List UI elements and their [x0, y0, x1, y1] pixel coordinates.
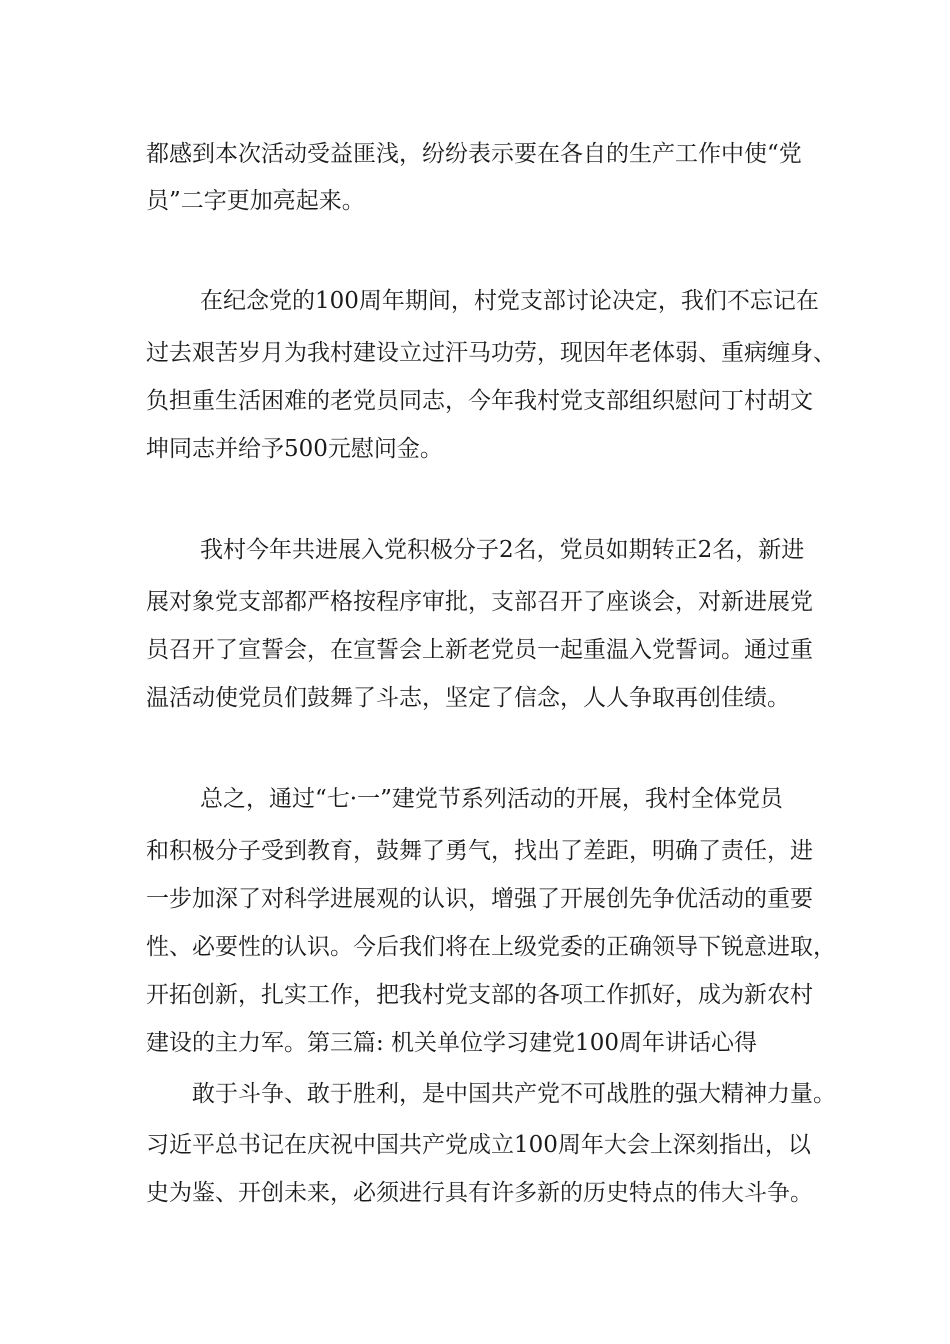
paragraph-5-line-3: 史为鉴、开创未来，必须进行具有许多新的历史特点的伟大斗争。	[146, 1180, 813, 1206]
paragraph-4-line-1: 总之，通过“七·一”建党节系列活动的开展，我村全体党员	[200, 786, 783, 812]
paragraph-2-line-3: 负担重生活困难的老党员同志，今年我村党支部组织慰问丁村胡文	[146, 388, 813, 414]
paragraph-4-line-2: 和积极分子受到教育，鼓舞了勇气，找出了差距，明确了责任，进	[146, 838, 813, 864]
paragraph-2-line-2: 过去艰苦岁月为我村建设立过汗马功劳，现因年老体弱、重病缠身、	[146, 340, 836, 366]
paragraph-4-line-4: 性、必要性的认识。今后我们将在上级党委的正确领导下锐意进取，	[146, 934, 836, 960]
paragraph-3-line-4: 温活动使党员们鼓舞了斗志，坚定了信念，人人争取再创佳绩。	[146, 685, 790, 711]
paragraph-5-line-2: 习近平总书记在庆祝中国共产党成立100周年大会上深刻指出，以	[146, 1132, 811, 1158]
paragraph-2-line-4: 坤同志并给予500元慰问金。	[146, 436, 443, 462]
paragraph-1-line-1: 都感到本次活动受益匪浅，纷纷表示要在各自的生产工作中使“党	[146, 141, 802, 167]
paragraph-4-line-3: 一步加深了对科学进展观的认识，增强了开展创先争优活动的重要	[146, 886, 813, 912]
paragraph-3-line-2: 展对象党支部都严格按程序审批，支部召开了座谈会，对新进展党	[146, 589, 813, 615]
paragraph-3-line-3: 员召开了宣誓会，在宣誓会上新老党员一起重温入党誓词。通过重	[146, 637, 813, 663]
paragraph-1-line-2: 员”二字更加亮起来。	[146, 188, 365, 214]
paragraph-2-line-1: 在纪念党的100周年期间，村党支部讨论决定，我们不忘记在	[200, 288, 819, 314]
paragraph-4-line-6: 建设的主力军。第三篇: 机关单位学习建党100周年讲话心得	[146, 1030, 757, 1056]
paragraph-5-line-1: 敢于斗争、敢于胜利，是中国共产党不可战胜的强大精神力量。	[192, 1081, 836, 1107]
paragraph-3-line-1: 我村今年共进展入党积极分子2名，党员如期转正2名，新进	[200, 537, 805, 563]
paragraph-4-line-5: 开拓创新，扎实工作，把我村党支部的各项工作抓好，成为新农村	[146, 982, 813, 1008]
